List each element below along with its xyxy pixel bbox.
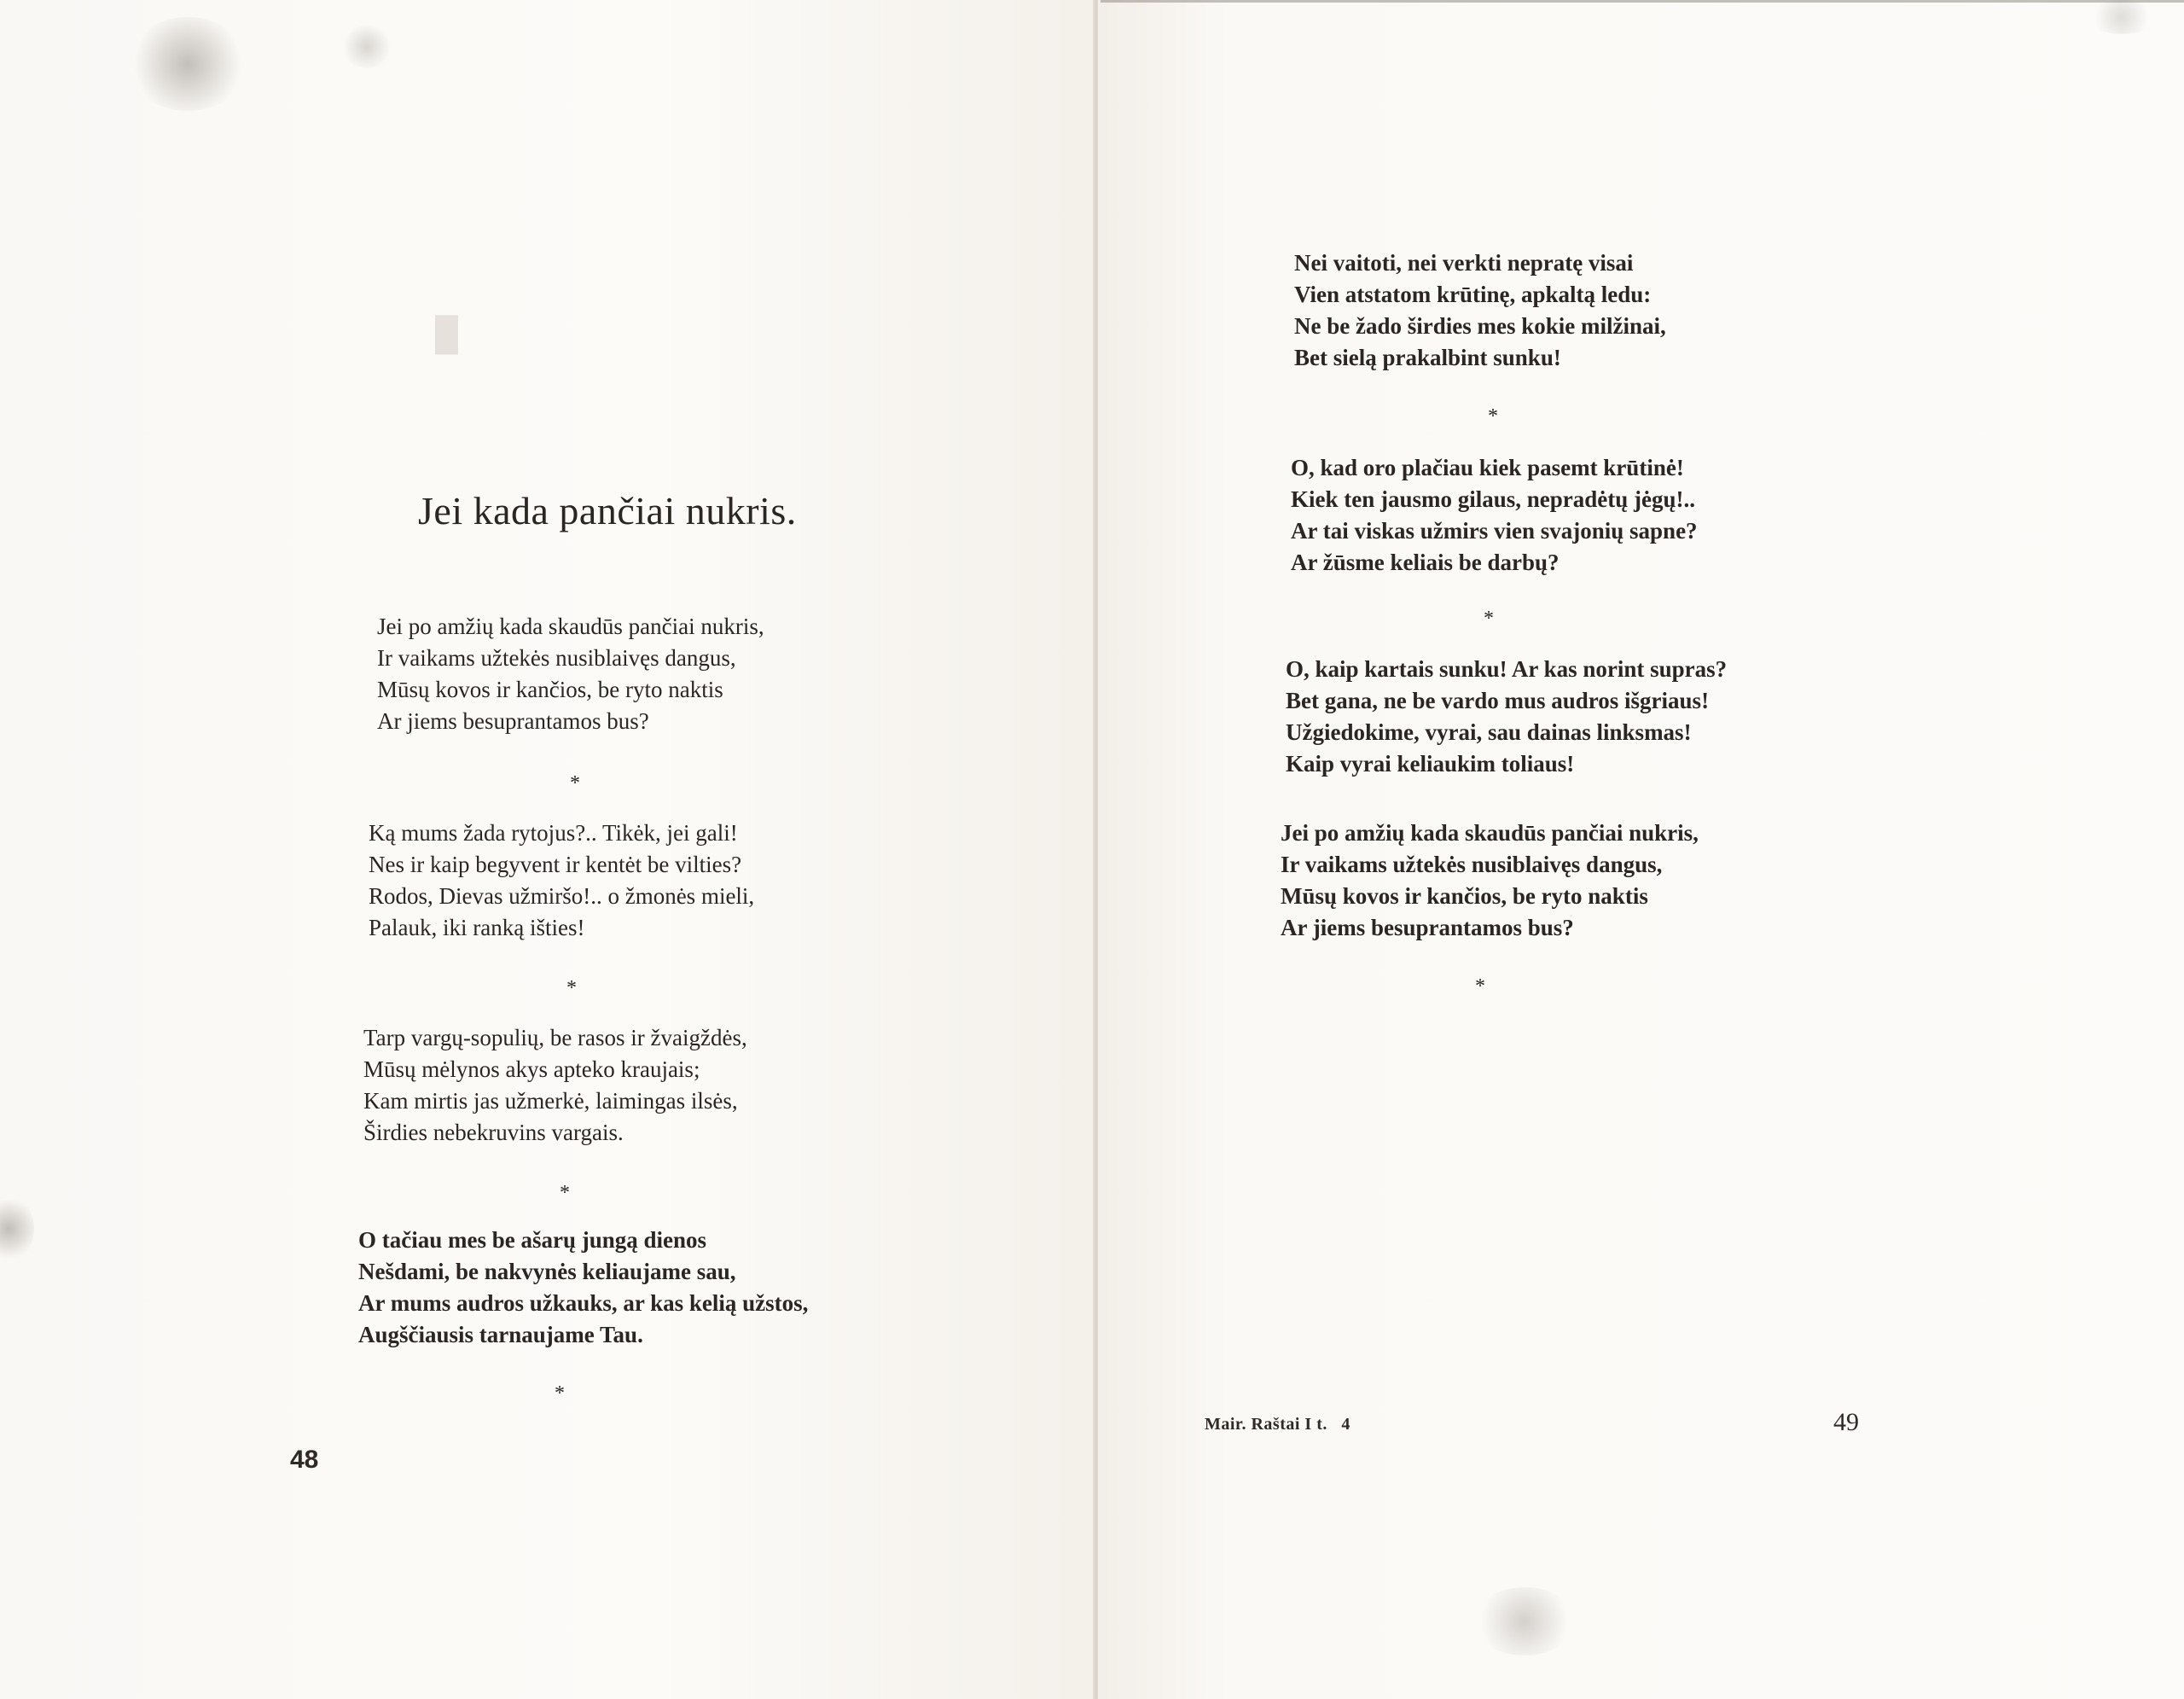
page-top-edge [1101, 0, 2184, 3]
verse-line: Ar tai viskas užmirs vien svajonių sapne? [1291, 518, 1698, 544]
signature-mark: Mair. Raštai I t. 4 [1205, 1415, 1350, 1434]
poem-title: Jei kada pančiai nukris. [418, 489, 797, 532]
verse-line: Ar jiems besuprantamos bus? [377, 708, 649, 734]
stanza-5 [1294, 247, 1666, 374]
show-through-text: █ [435, 317, 458, 352]
paper-stain [2088, 0, 2156, 34]
verse-line: Jei po amžių kada skaudūs pančiai nukris, [1281, 820, 1699, 846]
verse-line: Jei po amžių kada skaudūs pančiai nukris, [377, 614, 764, 639]
verse-line: Kaip vyrai keliaukim toliaus! [1286, 751, 1575, 777]
stanza-separator: * [560, 1182, 570, 1204]
stanza-6 [1291, 452, 1698, 579]
verse-line: Ar jiems besuprantamos bus? [1281, 915, 1574, 940]
stanza-separator: * [1488, 405, 1498, 428]
verse-line: Bet gana, ne be vardo mus audros išgriaus! [1286, 688, 1710, 713]
stanza-separator: * [1484, 608, 1494, 630]
verse-line: Kam mirtis jas užmerkė, laimingas ilsės, [363, 1088, 738, 1114]
verse-line: Kiek ten jausmo gilaus, nepradėtų jėgų!.. [1291, 486, 1696, 512]
stanza-separator: * [1475, 975, 1485, 998]
page-number-left: 48 [290, 1446, 319, 1474]
verse-line: Užgiedokime, vyrai, sau dainas linksmas! [1286, 719, 1692, 745]
verse-line: O, kad oro plačiau kiek pasemt krūtinė! [1291, 455, 1684, 480]
stanza-7 [1286, 654, 1727, 780]
verse-line: Mūsų kovos ir kančios, be ryto naktis [1281, 883, 1648, 909]
verse-line: Palauk, iki ranką išties! [369, 915, 585, 940]
paper-stain [341, 26, 392, 68]
verse-line: Augščiausis tarnaujame Tau. [358, 1322, 643, 1347]
verse-line: Mūsų mėlynos akys apteko kraujais; [363, 1056, 700, 1082]
verse-line: Ką mums žada rytojus?.. Tikėk, jei gali! [369, 820, 738, 846]
stanza-4 [358, 1225, 808, 1351]
stanza-1 [377, 611, 764, 737]
right-page [1098, 0, 2184, 1699]
verse-line: O tačiau mes be ašarų jungą dienos [358, 1227, 707, 1253]
verse-line: Širdies nebekruvins vargais. [363, 1120, 624, 1145]
stanza-separator: * [555, 1382, 565, 1405]
verse-line: Rodos, Dievas užmiršo!.. o žmonės mieli, [369, 883, 755, 909]
verse-line: Nešdami, be nakvynės keliaujame sau, [358, 1259, 736, 1284]
verse-line: Bet sielą prakalbint sunku! [1294, 345, 1561, 370]
stanza-separator: * [570, 772, 580, 794]
stanza-2 [369, 817, 754, 944]
stanza-8 [1281, 817, 1699, 944]
verse-line: Ir vaikams užtekės nusiblaivęs dangus, [377, 645, 736, 671]
stanza-3 [363, 1022, 747, 1149]
paper-stain [128, 17, 247, 111]
verse-line: Ir vaikams užtekės nusiblaivęs dangus, [1281, 852, 1663, 877]
verse-line: Tarp vargų-sopulių, be rasos ir žvaigždės, [363, 1025, 747, 1050]
paper-stain [0, 1195, 34, 1263]
verse-line: Ar žūsme keliais be darbų? [1291, 550, 1560, 575]
stanza-separator: * [566, 977, 577, 999]
verse-line: Ar mums audros užkauks, ar kas kelią užstos, [358, 1290, 809, 1316]
verse-line: Vien atstatom krūtinę, apkaltą ledu: [1294, 282, 1652, 307]
verse-line: Nes ir kaip begyvent ir kentėt be vilties? [369, 852, 742, 877]
verse-line: O, kaip kartais sunku! Ar kas norint supras? [1286, 656, 1728, 682]
verse-line: Nei vaitoti, nei verkti nepratę visai [1294, 250, 1634, 276]
verse-line: Mūsų kovos ir kančios, be ryto naktis [377, 677, 723, 702]
page-number-right: 49 [1833, 1408, 1859, 1436]
verse-line: Ne be žado širdies mes kokie milžinai, [1294, 313, 1666, 339]
paper-stain [1473, 1587, 1576, 1655]
